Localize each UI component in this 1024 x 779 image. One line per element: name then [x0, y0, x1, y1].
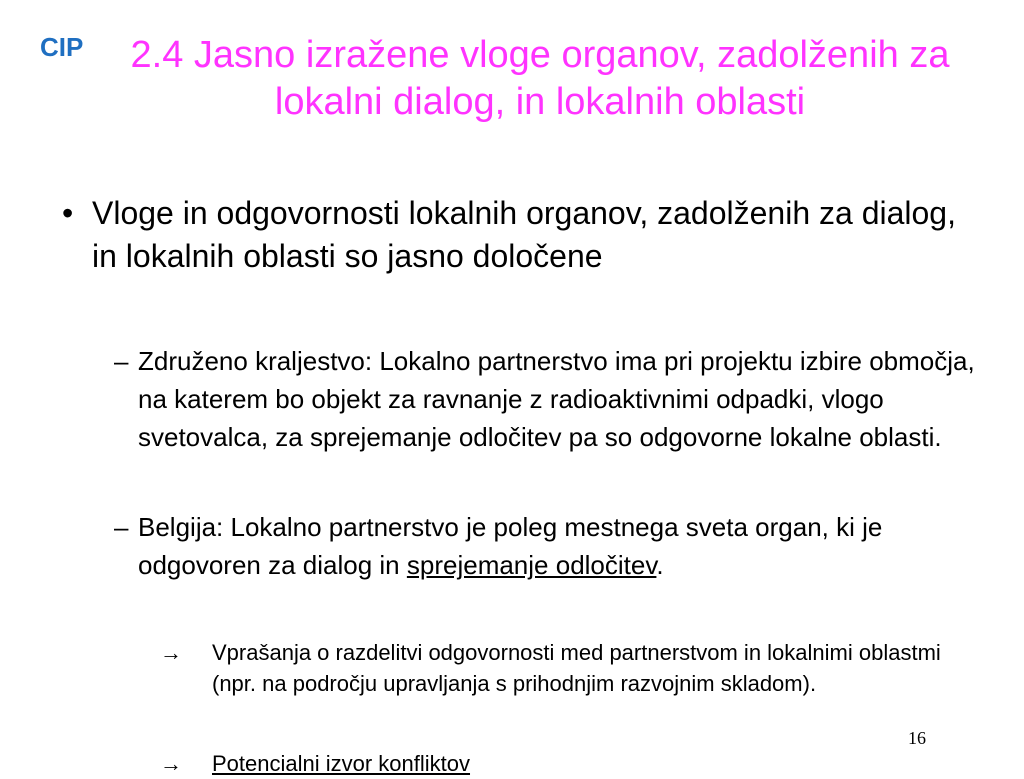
right-arrow-icon: → [160, 751, 182, 776]
sub-bullet-uk [114, 342, 984, 456]
dash-icon: – [114, 346, 129, 376]
page-number: 16 [908, 728, 926, 748]
arrow-item-responsibilities [160, 637, 984, 699]
sub-bullet-text [114, 508, 984, 584]
bullet-dot-icon: • [62, 195, 74, 231]
sub-bullet-text-start: Belgija: Lokalno partnerstvo je poleg mestnega sveta organ, ki je odgovoren za dialog in [138, 512, 883, 580]
sub-bullet-text-end: . [656, 550, 664, 580]
slide-title: 2.4 Jasno izražene vloge organov, zadolženih za lokalni dialog, in lokalnih oblasti [130, 34, 950, 123]
dash-icon: – [114, 512, 129, 542]
bullet-text: Vloge in odgovornosti lokalnih organov, zadolženih za dialog, in lokalnih oblasti so jasno določene [92, 195, 956, 274]
arrow-item-conflicts [160, 748, 984, 779]
arrow-item-text: Vprašanja o razdelitvi odgovornosti med partnerstvom in lokalnimi oblastmi (npr. na področju upravljanja s prihodnjim razvojnim skladom). [212, 640, 941, 696]
sub-bullet-belgium [114, 508, 984, 584]
arrow-item-text: Potencialni izvor konfliktov [212, 751, 471, 776]
sub-bullet-text: Združeno kraljestvo: Lokalno partnerstvo ima pri projektu izbire območja, na katerem bo objekt za ravnanje z radioaktivnimi odpadki, vlogo svetovalca, za sprejemanje odločitev pa so odgovorne lokalne oblasti. [138, 346, 975, 452]
underlined-phrase: sprejemanje odločitev [406, 550, 657, 580]
cip-logo: CIP [40, 32, 84, 62]
bullet-level1 [62, 192, 982, 278]
right-arrow-icon: → [160, 640, 182, 665]
